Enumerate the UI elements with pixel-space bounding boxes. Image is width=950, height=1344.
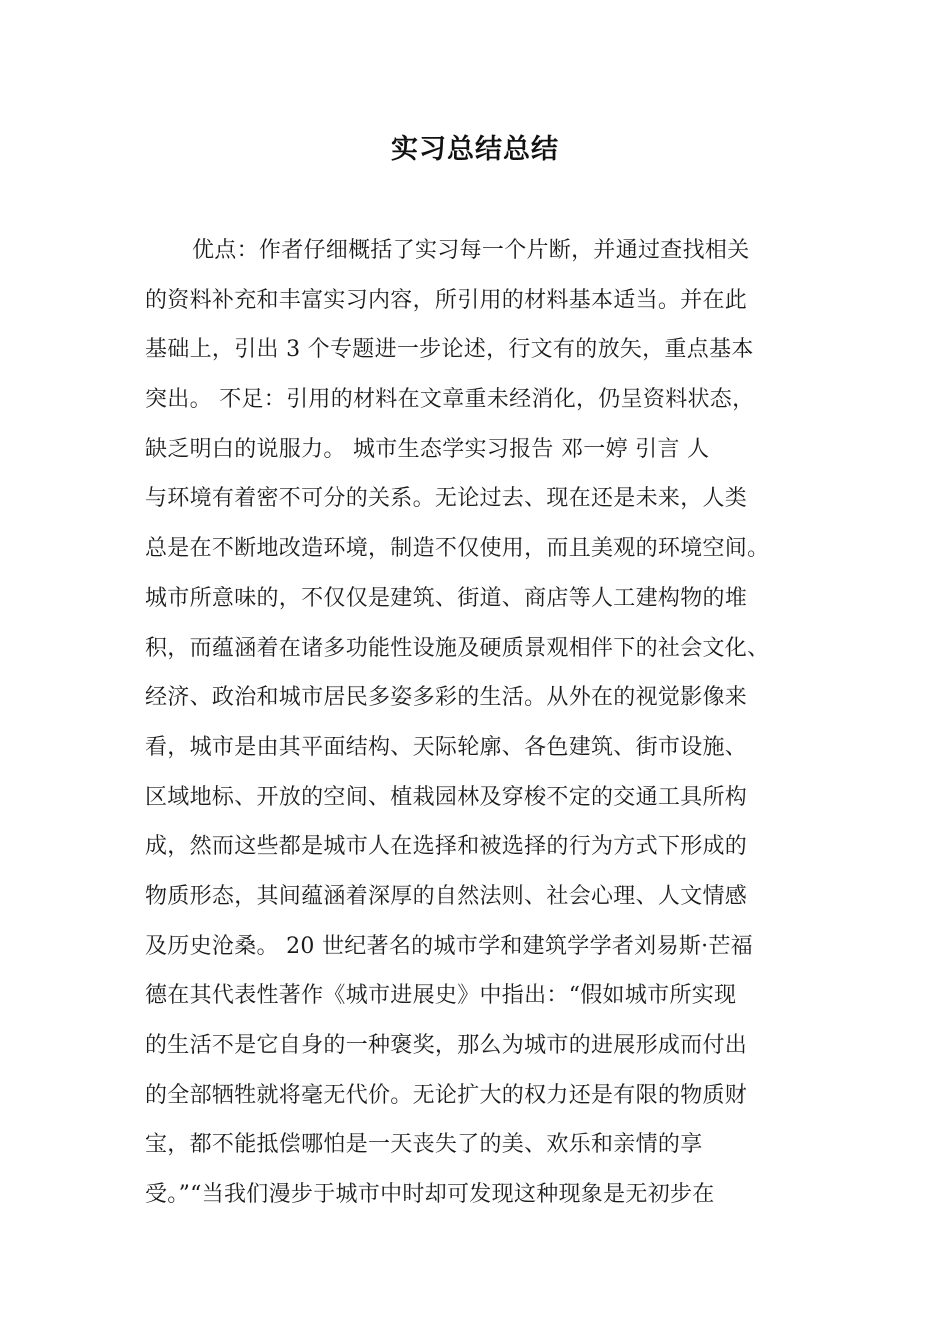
body-line: 物质形态，其间蕴涵着深厚的自然法则、社会心理、人文情感	[145, 883, 748, 909]
body-line: 及历史沧桑。 20 世纪著名的城市学和建筑学学者刘易斯·芒福	[145, 933, 753, 959]
body-line: 德在其代表性著作《城市进展史》中指出：“假如城市所实现	[145, 983, 737, 1009]
body-line: 突出。 不足：引用的材料在文章重未经消化，仍呈资料状态，	[145, 387, 755, 413]
body-line: 的资料补充和丰富实习内容，所引用的材料基本适当。并在此	[145, 287, 748, 313]
body-line: 受。”“当我们漫步于城市中时却可发现这种现象是无初步在	[145, 1182, 715, 1208]
body-line: 成，然而这些都是城市人在选择和被选择的行为方式下形成的	[145, 834, 748, 860]
body-line: 缺乏明白的说服力。 城市生态学实习报告 邓一婷 引言 人	[145, 436, 710, 462]
body-line: 看，城市是由其平面结构、天际轮廓、各色建筑、街市设施、	[145, 734, 748, 760]
body-line: 的全部牺牲就将毫无代价。无论扩大的权力还是有限的物质财	[145, 1082, 748, 1108]
body-line: 城市所意味的，不仅仅是建筑、街道、商店等人工建构物的堆	[145, 585, 748, 611]
body-line: 总是在不断地改造环境，制造不仅使用，而且美观的环境空间。	[145, 536, 770, 562]
document-body	[145, 231, 835, 1225]
body-line: 积，而蕴涵着在诸多功能性设施及硬质景观相伴下的社会文化、	[145, 635, 770, 661]
document-title: 实习总结总结	[391, 134, 559, 165]
body-line: 经济、政治和城市居民多姿多彩的生活。从外在的视觉影像来	[145, 685, 748, 711]
body-line: 基础上，引出 3 个专题进一步论述，行文有的放矢，重点基本	[145, 337, 754, 363]
body-line: 宝，都不能抵偿哪怕是一天丧失了的美、欢乐和亲情的享	[145, 1132, 703, 1158]
body-line: 区域地标、开放的空间、植栽园林及穿梭不定的交通工具所构	[145, 784, 748, 810]
body-line: 优点：作者仔细概括了实习每一个片断，并通过查找相关	[192, 238, 750, 263]
body-line: 与环境有着密不可分的关系。无论过去、现在还是未来，人类	[145, 486, 748, 512]
body-line: 的生活不是它自身的一种褒奖，那么为城市的进展形成而付出	[145, 1033, 748, 1058]
